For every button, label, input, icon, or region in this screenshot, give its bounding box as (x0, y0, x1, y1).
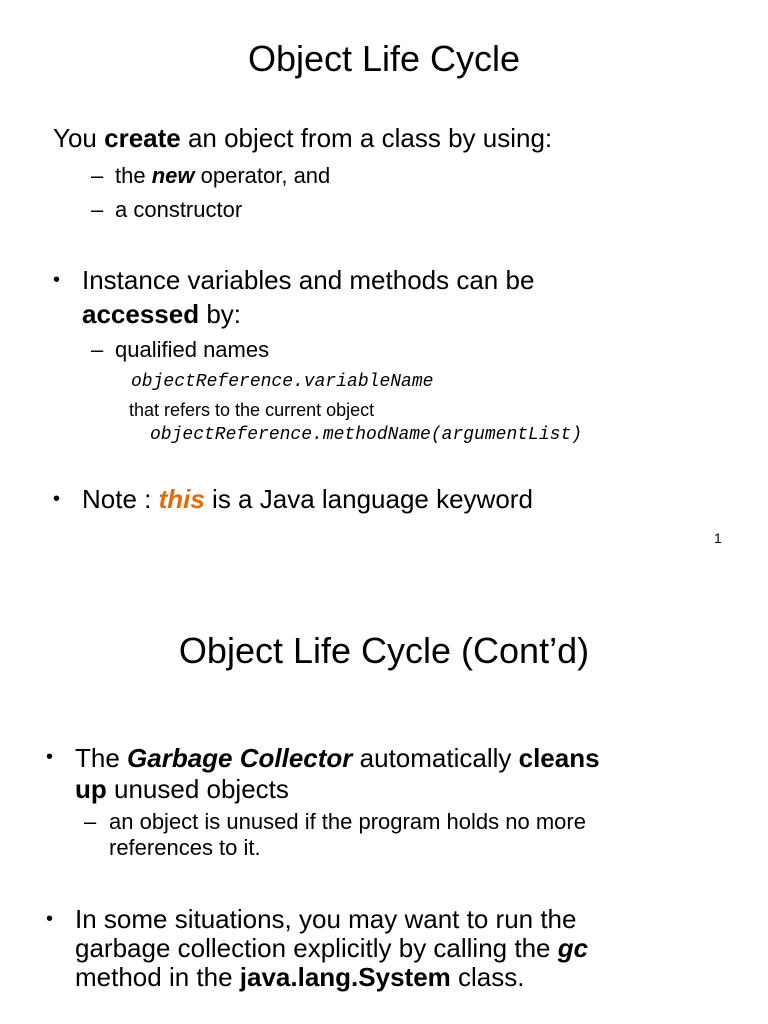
bullet-line: In some situations, you may want to run the (75, 904, 577, 934)
page-number: 1 (714, 530, 722, 546)
bullet-rest: by: (199, 299, 242, 329)
bullet-rest: class. (450, 962, 525, 992)
gc-emph: gc (557, 933, 589, 963)
garbage-collector-emph: Garbage Collector (127, 743, 353, 773)
intro-text: You (53, 123, 105, 153)
gc-text-mid: automatically (352, 743, 519, 773)
slide2-sub-unused (109, 809, 586, 861)
gc-text: The (75, 743, 128, 773)
slide1-bullet-note (82, 484, 533, 515)
bullet-icon: • (46, 908, 54, 930)
slide2-bullet-explicit (75, 905, 588, 992)
slide1-sub-qualified: qualified names (115, 337, 270, 362)
slide1-title: Object Life Cycle (247, 38, 521, 79)
slide2-bullet-gc (75, 743, 600, 805)
sub-line: an object is unused if the program holds no more (109, 809, 586, 834)
cleans-bold: cleans (518, 743, 600, 773)
sub-text: the (115, 163, 152, 188)
sub-line: references to it. (109, 835, 261, 860)
bullet-icon: • (46, 746, 54, 768)
note-text-rest: is a Java language keyword (204, 484, 533, 514)
gc-text-rest: unused objects (106, 774, 289, 804)
sub-text-rest: operator, and (194, 163, 331, 188)
code-method-name: objectReference.methodName(argumentList) (150, 425, 583, 445)
bullet-line: Instance variables and methods can be (82, 265, 535, 295)
slide1-sub-new (115, 163, 330, 189)
bullet-icon: • (53, 488, 61, 510)
dash-icon: – (91, 163, 104, 188)
sub-emph: new (151, 163, 195, 188)
bullet-bold: accessed (82, 299, 200, 329)
dash-icon: – (91, 197, 104, 222)
slide1-sub-constructor: a constructor (115, 197, 243, 222)
slide1-bullet-access (82, 265, 534, 330)
dash-icon: – (91, 337, 104, 362)
slide1-intro (53, 123, 552, 154)
note-text: Note : (82, 484, 159, 514)
bullet-line: method in the (75, 962, 240, 992)
system-class-bold: java.lang.System (239, 962, 451, 992)
intro-bold: create (104, 123, 181, 153)
current-object-note: that refers to the current object (129, 400, 375, 420)
dash-icon: – (84, 809, 97, 834)
this-keyword: this (158, 484, 205, 514)
bullet-icon: • (53, 269, 61, 291)
bullet-line: garbage collection explicitly by calling the (75, 933, 558, 963)
intro-text-rest: an object from a class by using: (180, 123, 553, 153)
code-variable-name: objectReference.variableName (131, 372, 434, 392)
slide2-title: Object Life Cycle (Cont’d) (178, 630, 590, 671)
up-bold: up (75, 774, 107, 804)
